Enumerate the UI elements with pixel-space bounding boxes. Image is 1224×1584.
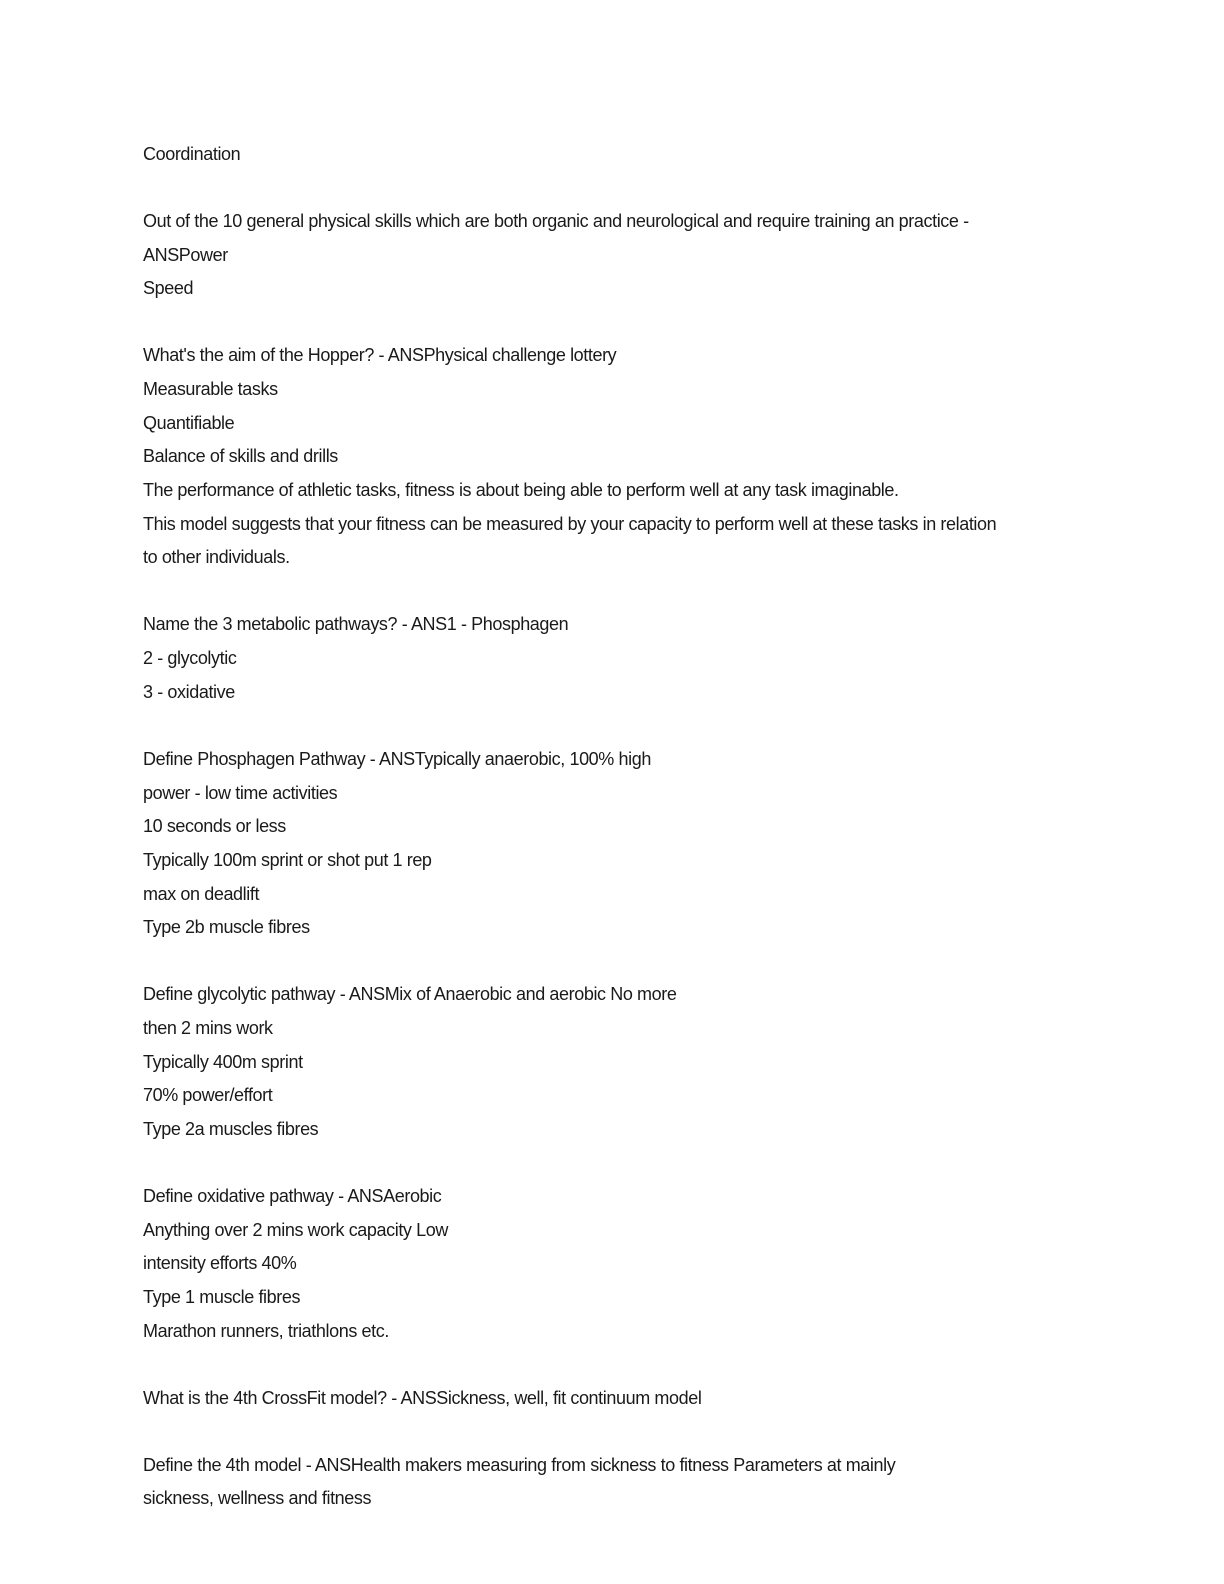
text-line: Measurable tasks	[143, 379, 278, 400]
text-line: then 2 mins work	[143, 1017, 273, 1038]
text-line: Typically 400m sprint	[143, 1051, 303, 1072]
text-line: 10 seconds or less	[143, 816, 286, 837]
text-line: Type 2a muscles fibres	[143, 1118, 319, 1139]
text-line: Type 1 muscle fibres	[143, 1287, 301, 1308]
text-line: Quantifiable	[143, 412, 235, 433]
text-line: sickness, wellness and fitness	[143, 1488, 372, 1509]
text-line: to other individuals.	[143, 547, 290, 568]
text-line: What's the aim of the Hopper? - ANSPhysical challenge lottery	[143, 345, 617, 366]
text-line: The performance of athletic tasks, fitness is about being able to perform well at any task imaginable.	[143, 480, 899, 501]
blank-line	[143, 945, 1083, 978]
text-line: ANSPower	[143, 244, 228, 265]
text-line: Define oxidative pathway - ANSAerobic	[143, 1185, 442, 1206]
text-line: 2 - glycolytic	[143, 648, 237, 669]
text-line: Coordination	[143, 144, 241, 164]
text-line: Marathon runners, triathlons etc.	[143, 1320, 389, 1341]
text-line: Balance of skills and drills	[143, 446, 338, 467]
text-line: 3 - oxidative	[143, 681, 235, 702]
blank-line	[143, 1147, 1083, 1180]
blank-line	[143, 306, 1083, 339]
blank-line	[143, 710, 1083, 743]
blank-line	[143, 575, 1083, 608]
blank-line	[143, 1415, 1083, 1448]
text-line: This model suggests that your fitness can be measured by your capacity to perform well at these tasks in relation	[143, 513, 997, 534]
document-page	[143, 138, 1083, 1516]
text-line: Name the 3 metabolic pathways? - ANS1 - Phosphagen	[143, 614, 569, 635]
text-line: power - low time activities	[143, 782, 338, 803]
blank-line	[143, 1348, 1083, 1381]
text-line: What is the 4th CrossFit model? - ANSSickness, well, fit continuum model	[143, 1387, 702, 1408]
text-line: Out of the 10 general physical skills which are both organic and neurological and require training an practice -	[143, 210, 969, 231]
text-line: Type 2b muscle fibres	[143, 917, 310, 938]
text-line: max on deadlift	[143, 883, 260, 904]
text-line: Anything over 2 mins work capacity Low	[143, 1219, 448, 1240]
text-line: Typically 100m sprint or shot put 1 rep	[143, 849, 432, 870]
text-line: Define the 4th model - ANSHealth makers measuring from sickness to fitness Parameters at mainly	[143, 1454, 896, 1475]
text-line: intensity efforts 40%	[143, 1253, 297, 1274]
text-line: 70% power/effort	[143, 1085, 273, 1106]
blank-line	[143, 172, 1083, 205]
text-line: Define Phosphagen Pathway - ANSTypically anaerobic, 100% high	[143, 748, 651, 769]
text-line: Speed	[143, 278, 194, 299]
text-line: Define glycolytic pathway - ANSMix of Anaerobic and aerobic No more	[143, 984, 677, 1005]
